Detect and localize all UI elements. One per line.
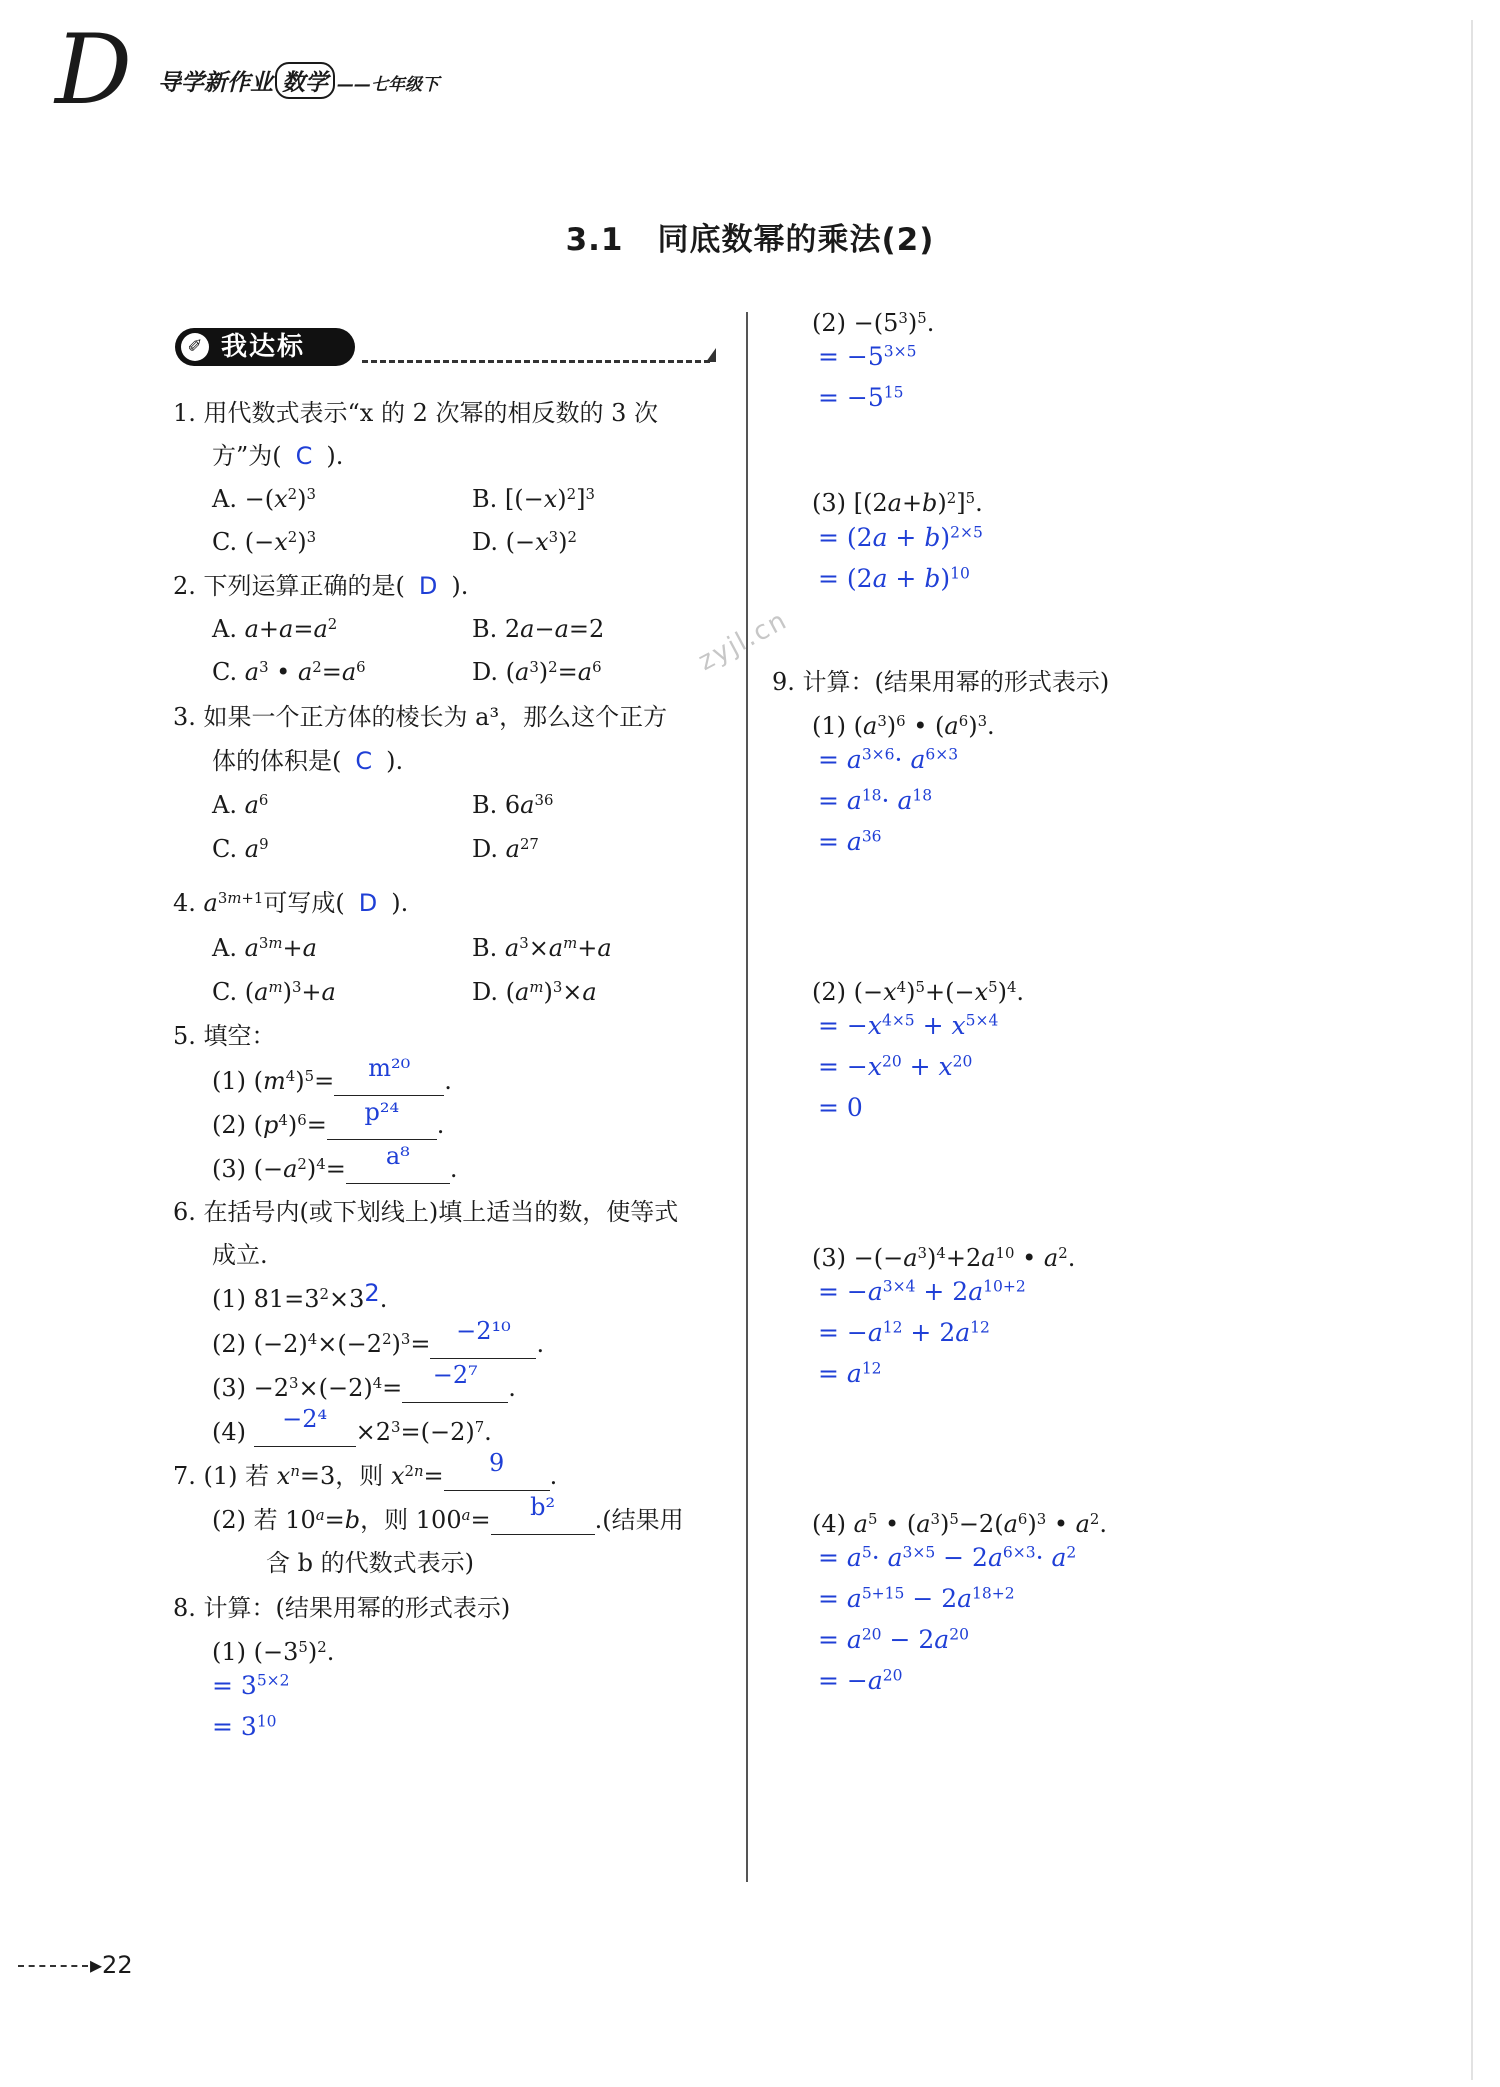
q9-item2: (2) $(-x^4)^5+(-x^5)^4$. xyxy=(812,977,1025,1006)
q1-option-d: D. $(-x^3)^2$ xyxy=(472,527,577,556)
subject-mark: 数学 xyxy=(275,62,335,99)
q3-line1: 3. 如果一个正方体的棱长为 a³，那么这个正方 xyxy=(173,703,668,731)
q9-1-step3: = $a^{36}$ xyxy=(818,827,882,856)
target-icon: ✐ xyxy=(181,333,209,361)
q9-item3: $(3) -(-a^3)^4+2a^{10}$ • $a^2$. xyxy=(812,1243,1076,1272)
q2-answer: D xyxy=(418,572,438,600)
q9-4-step2: = $a^{5+15} - 2a^{18+2}$ xyxy=(818,1584,1015,1613)
q6-answer2: −2¹⁰ xyxy=(456,1317,511,1345)
q9-4-step3: = $a^{20} - 2a^{20}$ xyxy=(818,1625,969,1654)
badge-triangle xyxy=(706,348,716,362)
q8-3-step1: = $(2a + b)^{2\times 5}$ xyxy=(818,523,983,552)
q9-3-step3: = $a^{12}$ xyxy=(818,1359,882,1388)
q7-answer2: b² xyxy=(530,1493,556,1521)
q7-item2: (2) 若 $10^a=b$，则 $100^a= b^2$ .(结果用 xyxy=(212,1493,684,1534)
q9-3-step1: = $-a^{3\times 4} + 2a^{10+2}$ xyxy=(818,1277,1026,1306)
q5-label: 5. 填空： xyxy=(173,1022,276,1050)
q7-item1: 7. (1) 若 $x^n=3$，则 $x^{2n}= 9$ . xyxy=(173,1449,558,1490)
q1-option-b: B. $[(-x)^2]^3$ xyxy=(472,484,595,513)
q4-end: ). xyxy=(391,889,409,917)
q6-item1: (1) $81=3^2\times 32$. xyxy=(212,1279,388,1313)
section-badge-label: 我达标 xyxy=(221,332,306,362)
q8-1-step1: = $3^{5\times 2}$ xyxy=(212,1671,290,1700)
q3-text: 体的体积是( xyxy=(212,747,342,775)
q4-answer: D xyxy=(358,889,378,917)
section-badge xyxy=(175,328,355,366)
q2-option-c: C. $a^3$ • $a^2=a^6$ xyxy=(212,657,366,686)
q4-option-b: B. $a^3\times a^m+a$ xyxy=(472,933,612,962)
q1-option-a: A. $-(x^2)^3$ xyxy=(212,484,316,513)
q9-label: 9. 计算：(结果用幂的形式表示) xyxy=(772,668,1110,696)
q2-option-b: B. 2a−a=2 xyxy=(472,615,605,643)
section-title: 同底数幂的乘法(2) xyxy=(657,222,935,258)
q2-stem xyxy=(173,571,468,601)
q4-stem: 4. $a^{3m+1}$可写成( D ). xyxy=(173,888,409,917)
q8-item1: (1) $(-3^5)^2$. xyxy=(212,1637,335,1666)
q5-answer1: m²⁰ xyxy=(368,1054,411,1082)
q6-answer3: −2⁷ xyxy=(432,1361,478,1389)
q5-item1: (1) $(m^4)^5= m^{20}$ . xyxy=(212,1054,452,1095)
q9-2-step3: = 0 xyxy=(818,1093,863,1122)
q6-item2: (2) $(-2)^4\times(-2^2)^3= -2^{10}$ . xyxy=(212,1317,545,1358)
q6-item4: $(4) -2^4 \times 2^3=(-2)^7$. xyxy=(212,1405,492,1446)
q6-item3: $(3) -2^3\times(-2)^4= -2^7$ . xyxy=(212,1361,516,1402)
q9-1-step1: = $a^{3\times 6}\cdot a^{6\times 3}$ xyxy=(818,745,959,774)
page-number-value: 22 xyxy=(102,1951,133,1979)
q5-blank2[interactable] xyxy=(327,1098,437,1140)
q4-option-a: A. $a^{3m}+a$ xyxy=(212,933,317,962)
q1-answer: C xyxy=(295,442,313,470)
q8-label: 8. 计算：(结果用幂的形式表示) xyxy=(173,1594,511,1622)
section-number: 3.1 xyxy=(565,222,624,258)
q5-answer3: a⁸ xyxy=(385,1142,410,1170)
q6-answer1: 2 xyxy=(364,1279,380,1307)
page-number: ▸22 xyxy=(18,1951,133,1979)
q2-text: 2. 下列运算正确的是( xyxy=(173,572,405,600)
q2-option-a: A. $a+a=a^2$ xyxy=(212,614,338,643)
q2-option-d: D. $(a^3)^2=a^6$ xyxy=(472,657,602,686)
q3-end: ). xyxy=(386,747,404,775)
q5-blank1[interactable] xyxy=(334,1054,444,1096)
q3-answer: C xyxy=(355,747,373,775)
q6-answer4: −2⁴ xyxy=(282,1405,328,1433)
q9-1-step2: = $a^{18}\cdot a^{18}$ xyxy=(818,786,933,815)
q7-line3: 含 b 的代数式表示) xyxy=(266,1549,474,1577)
page-title xyxy=(0,214,1500,259)
q9-4-step1: = $a^5\cdot a^{3\times 5} - 2a^{6\times 3}\cdot a^2$ xyxy=(818,1543,1077,1572)
q8-2-step2: = $-5^{15}$ xyxy=(818,383,904,412)
q6-blank2[interactable] xyxy=(430,1317,536,1359)
q8-2-step1: = $-5^{3\times 5}$ xyxy=(818,342,917,371)
q7-blank2[interactable] xyxy=(491,1493,595,1535)
q9-2-step1: = $-x^{4\times 5} + x^{5\times 4}$ xyxy=(818,1011,999,1040)
q4-text: 可写成( xyxy=(263,889,345,917)
logo-letter: D xyxy=(55,14,132,126)
page-number-dashes xyxy=(18,1965,88,1967)
q5-answer2: p²⁴ xyxy=(364,1098,400,1126)
column-divider xyxy=(746,312,748,1882)
q2-end: ). xyxy=(451,572,469,600)
watermark: zyjl.cn xyxy=(693,605,793,677)
q8-item3: (3) $[(2a+b)^2]^5$. xyxy=(812,488,983,517)
q9-item4: (4) $a^5$ • $(a^3)^5-2(a^6)^3$ • $a^2$. xyxy=(812,1509,1108,1538)
q5-blank3[interactable] xyxy=(346,1142,450,1184)
q5-item3: (3) $(-a^2)^4= a^8$ . xyxy=(212,1142,458,1183)
q4-option-d: D. $(a^m)^3\times a$ xyxy=(472,977,597,1006)
q3-option-b: B. $6a^{36}$ xyxy=(472,790,554,819)
q1-line2 xyxy=(212,441,343,471)
q6-line2: 成立. xyxy=(212,1241,268,1269)
q7-blank1[interactable] xyxy=(444,1449,550,1491)
q9-4-step4: = $-a^{20}$ xyxy=(818,1666,903,1695)
q8-1-step2: = $3^{10}$ xyxy=(212,1712,277,1741)
q3-option-a: A. $a^6$ xyxy=(212,790,269,819)
q9-3-step2: = $-a^{12} + 2a^{12}$ xyxy=(818,1318,990,1347)
q5-item2: (2) $(p^4)^6= p^{24}$ . xyxy=(212,1098,445,1139)
q3-line2 xyxy=(212,746,403,776)
brand-name: 导学新作业 xyxy=(158,70,273,96)
q6-blank4[interactable] xyxy=(254,1405,356,1447)
q9-2-step2: = $-x^{20} + x^{20}$ xyxy=(818,1052,973,1081)
q6-blank3[interactable] xyxy=(402,1361,508,1403)
q7-tail: .(结果用 xyxy=(594,1506,684,1534)
q8-item2: $(2) -(5^3)^5$. xyxy=(812,308,935,337)
q4-option-c: C. $(a^m)^3+a$ xyxy=(212,977,336,1006)
q7-answer1: 9 xyxy=(489,1449,505,1477)
q1-text: 方”为( xyxy=(212,442,282,470)
q8-3-step2: = $(2a + b)^{10}$ xyxy=(818,564,970,593)
q3-option-c: C. $a^9$ xyxy=(212,834,269,863)
grade-label: ——七年级下 xyxy=(337,75,439,95)
brand-title xyxy=(158,62,439,99)
page-edge-line xyxy=(1471,20,1473,2080)
q1-end: ). xyxy=(326,442,344,470)
q1-option-c: C. $(-x^2)^3$ xyxy=(212,527,317,556)
badge-dashed-line xyxy=(362,360,710,363)
q1-line1: 1. 用代数式表示“x 的 2 次幂的相反数的 3 次 xyxy=(173,399,659,427)
q3-option-d: D. $a^{27}$ xyxy=(472,834,539,863)
q6-line1: 6. 在括号内(或下划线上)填上适当的数，使等式 xyxy=(173,1198,679,1226)
q9-item1: (1) $(a^3)^6$ • $(a^6)^3$. xyxy=(812,711,995,740)
